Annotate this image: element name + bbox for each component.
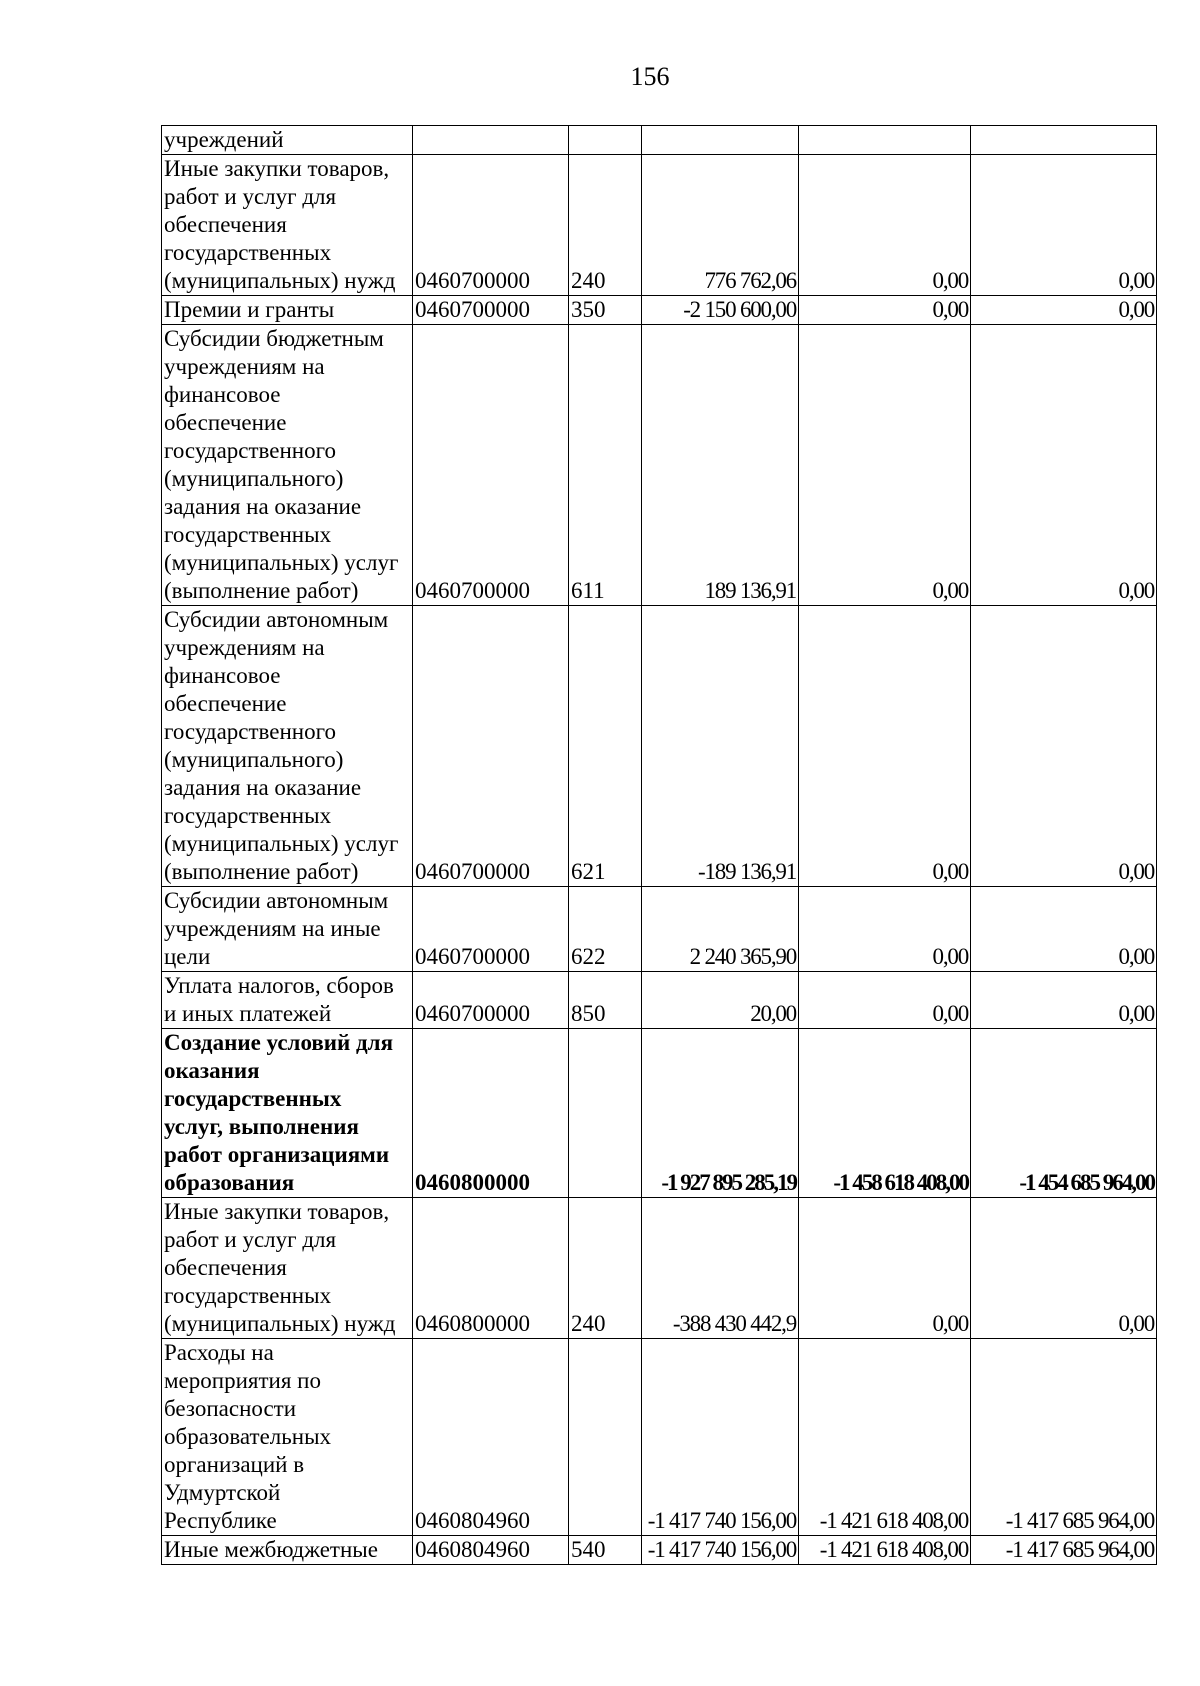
row-amount-year1-cell: -1 927 895 285,19 [642, 1029, 799, 1198]
row-amount-year3-cell [971, 126, 1157, 155]
row-amount-year2-cell: 0,00 [799, 296, 971, 325]
row-amount-year2-cell: 0,00 [799, 972, 971, 1029]
row-amount-year3-cell: 0,00 [971, 325, 1157, 606]
row-amount-year2-cell: -1 421 618 408,00 [799, 1339, 971, 1536]
table-row [162, 155, 1157, 296]
row-name-cell: Субсидии автономным учреждениям на финансовое обеспечение государственного (муниципального) задания на оказание государственных (муниципальных) услуг (выполнение работ) [162, 606, 413, 887]
row-name-cell: Иные закупки товаров, работ и услуг для обеспечения государственных (муниципальных) нужд [162, 155, 413, 296]
table-row [162, 296, 1157, 325]
row-amount-year2-cell: 0,00 [799, 1198, 971, 1339]
row-type-cell: 240 [569, 1198, 642, 1339]
row-type-cell: 611 [569, 325, 642, 606]
table-row [162, 325, 1157, 606]
table-row [162, 606, 1157, 887]
row-amount-year3-cell: 0,00 [971, 1198, 1157, 1339]
row-name-cell: Иные межбюджетные [162, 1536, 413, 1565]
row-amount-year1-cell: 2 240 365,90 [642, 887, 799, 972]
row-type-cell: 622 [569, 887, 642, 972]
row-name-cell: Иные закупки товаров, работ и услуг для обеспечения государственных (муниципальных) нужд [162, 1198, 413, 1339]
row-type-cell: 350 [569, 296, 642, 325]
row-amount-year3-cell: 0,00 [971, 606, 1157, 887]
row-name-cell: Расходы на мероприятия по безопасности образовательных организаций в Удмуртской Республике [162, 1339, 413, 1536]
row-amount-year1-cell: 20,00 [642, 972, 799, 1029]
table-row [162, 1536, 1157, 1565]
row-code-cell: 0460800000 [413, 1198, 569, 1339]
row-amount-year2-cell: 0,00 [799, 606, 971, 887]
row-amount-year3-cell: 0,00 [971, 972, 1157, 1029]
row-code-cell: 0460700000 [413, 296, 569, 325]
row-code-cell: 0460700000 [413, 606, 569, 887]
table-row [162, 887, 1157, 972]
row-amount-year1-cell: -388 430 442,9 [642, 1198, 799, 1339]
row-name-cell: Субсидии автономным учреждениям на иные цели [162, 887, 413, 972]
row-code-cell [413, 126, 569, 155]
row-type-cell [569, 126, 642, 155]
row-code-cell: 0460700000 [413, 887, 569, 972]
row-name-cell: Создание условий для оказания государственных услуг, выполнения работ организациями образования [162, 1029, 413, 1198]
row-code-cell: 0460700000 [413, 155, 569, 296]
row-type-cell: 850 [569, 972, 642, 1029]
table-row [162, 1198, 1157, 1339]
row-code-cell: 0460804960 [413, 1339, 569, 1536]
row-type-cell [569, 1339, 642, 1536]
page-number: 156 [630, 62, 670, 91]
row-type-cell: 240 [569, 155, 642, 296]
row-code-cell: 0460804960 [413, 1536, 569, 1565]
row-code-cell: 0460700000 [413, 325, 569, 606]
row-amount-year3-cell: -1 417 685 964,00 [971, 1536, 1157, 1565]
row-amount-year1-cell: -1 417 740 156,00 [642, 1536, 799, 1565]
table-row [162, 126, 1157, 155]
row-amount-year2-cell: 0,00 [799, 887, 971, 972]
table-row [162, 1029, 1157, 1198]
row-name-cell: Уплата налогов, сборов и иных платежей [162, 972, 413, 1029]
row-amount-year1-cell [642, 126, 799, 155]
row-amount-year2-cell: -1 421 618 408,00 [799, 1536, 971, 1565]
row-amount-year3-cell: -1 454 685 964,00 [971, 1029, 1157, 1198]
row-amount-year1-cell: -2 150 600,00 [642, 296, 799, 325]
row-code-cell: 0460700000 [413, 972, 569, 1029]
row-type-cell: 540 [569, 1536, 642, 1565]
row-amount-year2-cell: 0,00 [799, 325, 971, 606]
row-amount-year2-cell: 0,00 [799, 155, 971, 296]
table-row [162, 972, 1157, 1029]
row-amount-year1-cell: 776 762,06 [642, 155, 799, 296]
row-amount-year1-cell: 189 136,91 [642, 325, 799, 606]
row-amount-year1-cell: -189 136,91 [642, 606, 799, 887]
row-amount-year2-cell [799, 126, 971, 155]
row-amount-year3-cell: 0,00 [971, 887, 1157, 972]
row-name-cell: Субсидии бюджетным учреждениям на финансовое обеспечение государственного (муниципального) задания на оказание государственных (муниципальных) услуг (выполнение работ) [162, 325, 413, 606]
row-amount-year2-cell: -1 458 618 408,00 [799, 1029, 971, 1198]
row-name-cell: Премии и гранты [162, 296, 413, 325]
row-name-cell: учреждений [162, 126, 413, 155]
row-amount-year3-cell: 0,00 [971, 155, 1157, 296]
row-amount-year1-cell: -1 417 740 156,00 [642, 1339, 799, 1536]
row-type-cell [569, 1029, 642, 1198]
budget-table [161, 125, 1157, 1565]
table-body [162, 126, 1157, 1565]
row-code-cell: 0460800000 [413, 1029, 569, 1198]
row-amount-year3-cell: -1 417 685 964,00 [971, 1339, 1157, 1536]
table-row [162, 1339, 1157, 1536]
row-amount-year3-cell: 0,00 [971, 296, 1157, 325]
row-type-cell: 621 [569, 606, 642, 887]
